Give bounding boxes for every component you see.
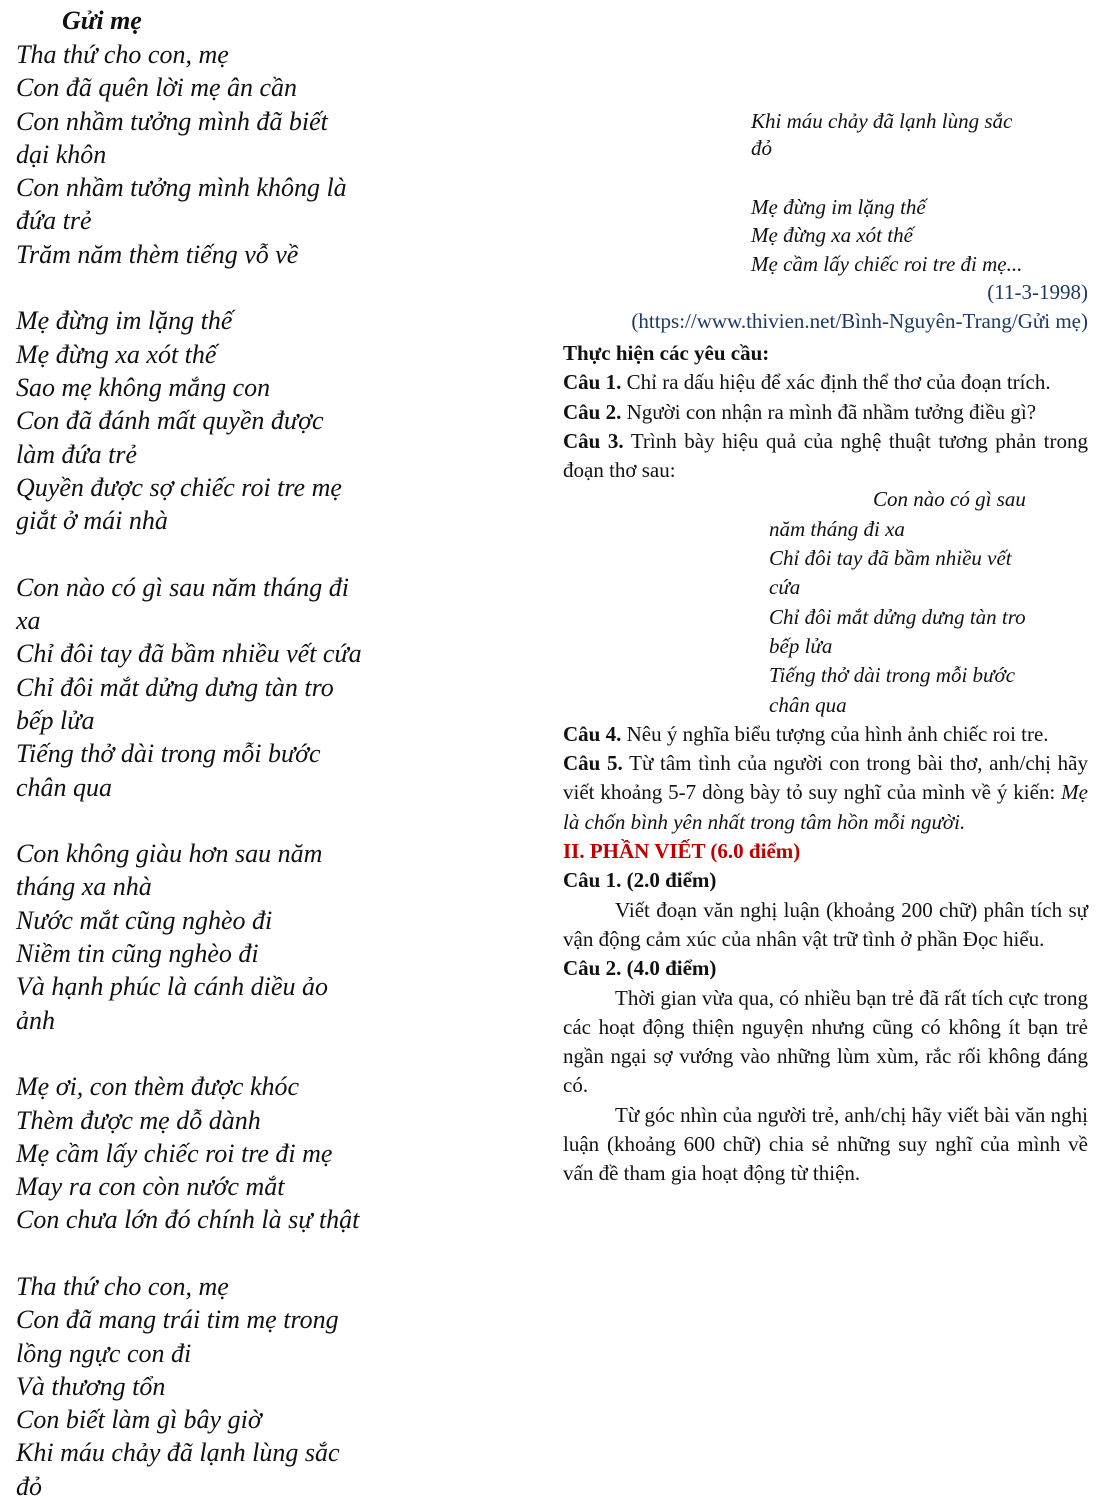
poem-line: Tiếng thở dài trong mỗi bước: [16, 739, 321, 769]
poem-line: Con nào có gì sau năm tháng đi: [16, 572, 349, 602]
question-4: Câu 4. Nêu ý nghĩa biểu tượng của hình ảnh chiếc roi tre.: [563, 721, 1049, 746]
excerpt-line: chân qua: [769, 692, 847, 717]
right-column: [563, 0, 1088, 1189]
poem-line: xa: [16, 606, 41, 636]
poem-line: Chỉ đôi tay đã bầm nhiều vết cứa: [16, 639, 362, 669]
poem-line: Mẹ cầm lấy chiếc roi tre đi mẹ: [16, 1138, 333, 1168]
question-3-excerpt: [769, 485, 1088, 719]
poem-line: Sao mẹ không mắng con: [16, 372, 271, 402]
poem-line: Tha thứ cho con, mẹ: [16, 40, 229, 69]
poem-line: Tha thứ cho con, mẹ: [16, 1271, 229, 1301]
question-5: Câu 5. Từ tâm tình của người con trong bài thơ, anh/chị hãy viết khoảng 5-7 dòng bày tỏ suy nghĩ của mình về ý kiến: Mẹ là chốn bình yên nhất trong tâm hồn mỗi người.: [563, 751, 1088, 834]
poem-line: Con đã mang trái tim mẹ trong: [16, 1305, 339, 1335]
poem-line: Thèm được mẹ dỗ dành: [16, 1105, 261, 1135]
poem-line: làm đứa trẻ: [16, 439, 138, 469]
excerpt-line: bếp lửa: [769, 633, 833, 658]
poem-line: Con chưa lớn đó chính là sự thật: [16, 1205, 360, 1235]
stanza-gap: [16, 1237, 436, 1270]
poem-line: chân qua: [16, 772, 113, 802]
poem-line: đỏ: [751, 136, 772, 160]
poem-line: Quyền được sợ chiếc roi tre mẹ: [16, 472, 342, 502]
stanza-gap: [16, 271, 436, 304]
excerpt-line: cứa: [769, 575, 801, 600]
excerpt-line: năm tháng đi xa: [769, 516, 905, 541]
poem-line: Khi máu chảy đã lạnh lùng sắc: [16, 1438, 340, 1468]
poem-line: bếp lửa: [16, 705, 95, 735]
poem-left-column: [16, 4, 436, 1503]
poem-line: Con nhầm tưởng mình không là: [16, 173, 347, 203]
poem-continuation: [751, 109, 1088, 278]
poem-line: Mẹ đừng xa xót thế: [751, 223, 913, 247]
poem-line: Mẹ ơi, con thèm được khóc: [16, 1072, 300, 1102]
poem-date: (11-3-1998): [987, 280, 1088, 304]
question-3: Câu 3. Trình bày hiệu quả của nghệ thuật tương phản trong đoạn thơ sau:: [563, 428, 1088, 483]
poem-line: giắt ở mái nhà: [16, 506, 168, 536]
poem-line: ảnh: [16, 1005, 55, 1035]
reading-tasks: [563, 339, 1088, 1189]
poem-line: Con đã đánh mất quyền được: [16, 406, 324, 436]
writing-question-2-label: Câu 2. (4.0 điểm): [563, 956, 717, 981]
stanza-gap: [16, 1037, 436, 1070]
poem-line: Chỉ đôi mắt dửng dưng tàn tro: [16, 672, 334, 702]
writing-question-2-paragraph-1: Thời gian vừa qua, có nhiều bạn trẻ đã rất tích cực trong các hoạt động thiện nguyện nhưng cũng có không ít bạn trẻ ngần ngại sợ vướng vào những lùm xùm, rắc rối không đáng có.: [563, 985, 1088, 1098]
poem-line: Mẹ đừng im lặng thế: [16, 306, 233, 336]
poem-line: Mẹ đừng im lặng thế: [751, 194, 926, 219]
poem-title: Gửi mẹ: [62, 6, 142, 35]
stanza-gap: [16, 804, 436, 837]
poem-line: Và hạnh phúc là cánh diều ảo: [16, 972, 328, 1002]
poem-line: tháng xa nhà: [16, 872, 152, 902]
writing-question-1-text: Viết đoạn văn nghị luận (khoảng 200 chữ) phân tích sự vận động cảm xúc của nhân vật trữ tình ở phần Đọc hiểu.: [563, 897, 1088, 951]
poem-line: Mẹ đừng xa xót thế: [16, 339, 217, 369]
poem-line: đỏ: [16, 1471, 42, 1501]
stanza-gap: [751, 163, 1088, 193]
poem-line: May ra con còn nước mắt: [16, 1172, 285, 1202]
poem-line: Niềm tin cũng nghèo đi: [16, 939, 259, 969]
question-2: Câu 2. Người con nhận ra mình đã nhầm tưởng điều gì?: [563, 399, 1037, 424]
poem-lines: [16, 38, 436, 1503]
writing-question-2-paragraph-2: Từ góc nhìn của người trẻ, anh/chị hãy viết bài văn nghị luận (khoảng 600 chữ) chia sẻ những suy nghĩ của mình về vấn đề tham gia hoạt động từ thiện.: [563, 1102, 1088, 1186]
excerpt-line: Tiếng thở dài trong mỗi bước: [769, 663, 1016, 688]
tasks-heading: Thực hiện các yêu cầu:: [563, 341, 770, 365]
poem-line: Con không giàu hơn sau năm: [16, 839, 323, 869]
poem-line: lồng ngực con đi: [16, 1338, 192, 1368]
question-1: Câu 1. Chỉ ra dấu hiệu để xác định thể thơ của đoạn trích.: [563, 370, 1051, 395]
poem-line: Nước mắt cũng nghèo đi: [16, 905, 273, 935]
poem-line: Con nhầm tưởng mình đã biết: [16, 106, 328, 136]
poem-source: (https://www.thivien.net/Bình-Nguyên-Trang/Gửi mẹ): [631, 308, 1088, 333]
excerpt-line: Con nào có gì sau: [873, 487, 1026, 512]
excerpt-line: Chỉ đôi mắt dửng dưng tàn tro: [769, 604, 1026, 629]
poem-line: Trăm năm thèm tiếng vỗ về: [16, 239, 299, 269]
poem-line: Con biết làm gì bây giờ: [16, 1405, 262, 1435]
writing-question-1-label: Câu 1. (2.0 điểm): [563, 868, 717, 893]
poem-line: Mẹ cầm lấy chiếc roi tre đi mẹ...: [751, 251, 1023, 276]
poem-line: Và thương tổn: [16, 1371, 166, 1401]
poem-line: đứa trẻ: [16, 206, 92, 236]
poem-line: dại khôn: [16, 139, 107, 169]
excerpt-line: Chỉ đôi tay đã bầm nhiều vết: [769, 546, 1012, 571]
poem-line: Con đã quên lời mẹ ân cần: [16, 73, 298, 103]
stanza-gap: [16, 537, 436, 570]
poem-line: Khi máu chảy đã lạnh lùng sắc: [751, 109, 1013, 133]
writing-section-heading: II. PHẦN VIẾT (6.0 điểm): [563, 839, 801, 864]
